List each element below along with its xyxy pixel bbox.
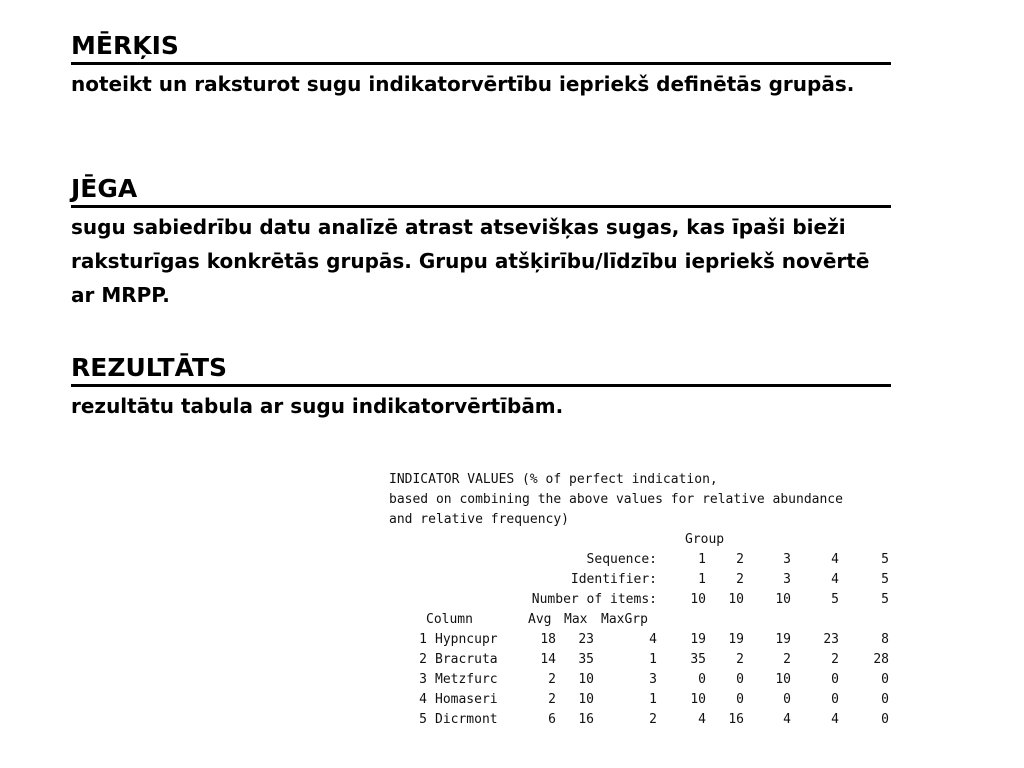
species-name: Bracruta — [435, 652, 498, 667]
avg-value: 18 — [540, 632, 556, 647]
row-number: 1 — [419, 632, 427, 647]
group-value: 0 — [831, 692, 839, 707]
species-name: Homaseri — [435, 692, 498, 707]
identifier-value: 2 — [736, 572, 744, 587]
sequence-label: Sequence: — [586, 552, 657, 567]
avg-value: 2 — [548, 672, 556, 687]
group-value: 19 — [775, 632, 791, 647]
sequence-value: 2 — [736, 552, 744, 567]
species-name: Dicrmont — [435, 712, 498, 727]
maxgrp-value: 4 — [649, 632, 657, 647]
max-header: Max — [564, 612, 588, 627]
maxgrp-value: 1 — [649, 652, 657, 667]
indicator-values-table — [389, 470, 949, 730]
row-number: 2 — [419, 652, 427, 667]
row-number: 4 — [419, 692, 427, 707]
row-number: 5 — [419, 712, 427, 727]
max-value: 16 — [578, 712, 594, 727]
text-jega: sugu sabiedrību datu analīzē atrast atsevišķas sugas, kas īpaši bieži raksturīgas konkrētās grupās. Grupu atšķirību/līdzību iepriekš novērtē ar MRPP. — [71, 215, 870, 307]
avg-value: 6 — [548, 712, 556, 727]
avg-header: Avg — [528, 612, 552, 627]
group-value: 0 — [736, 692, 744, 707]
sequence-value: 4 — [831, 552, 839, 567]
group-value: 10 — [690, 692, 706, 707]
group-value: 16 — [728, 712, 744, 727]
identifier-value: 5 — [881, 572, 889, 587]
sequence-value: 1 — [698, 552, 706, 567]
row-number: 3 — [419, 672, 427, 687]
group-value: 2 — [783, 652, 791, 667]
sequence-value: 5 — [881, 552, 889, 567]
group-value: 2 — [831, 652, 839, 667]
group-value: 0 — [881, 692, 889, 707]
max-value: 23 — [578, 632, 594, 647]
items-value: 10 — [728, 592, 744, 607]
group-value: 2 — [736, 652, 744, 667]
section-rezultats — [71, 353, 891, 423]
group-value: 4 — [831, 712, 839, 727]
group-value: 10 — [775, 672, 791, 687]
group-value: 0 — [698, 672, 706, 687]
group-value: 35 — [690, 652, 706, 667]
species-name: Hypncupr — [435, 632, 498, 647]
text-rezultats: rezultātu tabula ar sugu indikatorvērtībām. — [71, 394, 564, 418]
group-value: 0 — [831, 672, 839, 687]
group-value: 19 — [728, 632, 744, 647]
items-value: 10 — [690, 592, 706, 607]
group-value: 8 — [881, 632, 889, 647]
max-value: 10 — [578, 692, 594, 707]
table-intro-line-1: INDICATOR VALUES (% of perfect indication, — [389, 472, 718, 487]
heading-jega: JĒGA — [71, 174, 891, 208]
group-value: 0 — [783, 692, 791, 707]
maxgrp-value: 1 — [649, 692, 657, 707]
group-value: 0 — [881, 672, 889, 687]
group-value: 4 — [698, 712, 706, 727]
table-intro-line-3: and relative frequency) — [389, 512, 570, 527]
items-label: Number of items: — [531, 592, 657, 607]
maxgrp-header: MaxGrp — [601, 612, 648, 627]
text-merkis: noteikt un raksturot sugu indikatorvērtību iepriekš definētās grupās. — [71, 72, 855, 96]
group-label: Group — [685, 532, 725, 547]
maxgrp-value: 3 — [649, 672, 657, 687]
avg-value: 2 — [548, 692, 556, 707]
identifier-label: Identifier: — [570, 572, 657, 587]
group-value: 19 — [690, 632, 706, 647]
items-value: 5 — [881, 592, 889, 607]
column-header: Column — [426, 612, 473, 627]
identifier-value: 3 — [783, 572, 791, 587]
identifier-value: 4 — [831, 572, 839, 587]
sequence-value: 3 — [783, 552, 791, 567]
group-value: 28 — [873, 652, 889, 667]
avg-value: 14 — [540, 652, 556, 667]
heading-merkis: MĒRĶIS — [71, 31, 891, 65]
group-value: 0 — [736, 672, 744, 687]
max-value: 35 — [578, 652, 594, 667]
table-intro-line-2: based on combining the above values for relative abundance — [389, 492, 843, 507]
items-value: 5 — [831, 592, 839, 607]
group-value: 23 — [823, 632, 839, 647]
group-value: 0 — [881, 712, 889, 727]
section-merkis — [71, 31, 891, 101]
species-name: Metzfurc — [435, 672, 498, 687]
maxgrp-value: 2 — [649, 712, 657, 727]
group-value: 4 — [783, 712, 791, 727]
heading-rezultats: REZULTĀTS — [71, 353, 891, 387]
identifier-value: 1 — [698, 572, 706, 587]
max-value: 10 — [578, 672, 594, 687]
section-jega — [71, 174, 891, 312]
items-value: 10 — [775, 592, 791, 607]
